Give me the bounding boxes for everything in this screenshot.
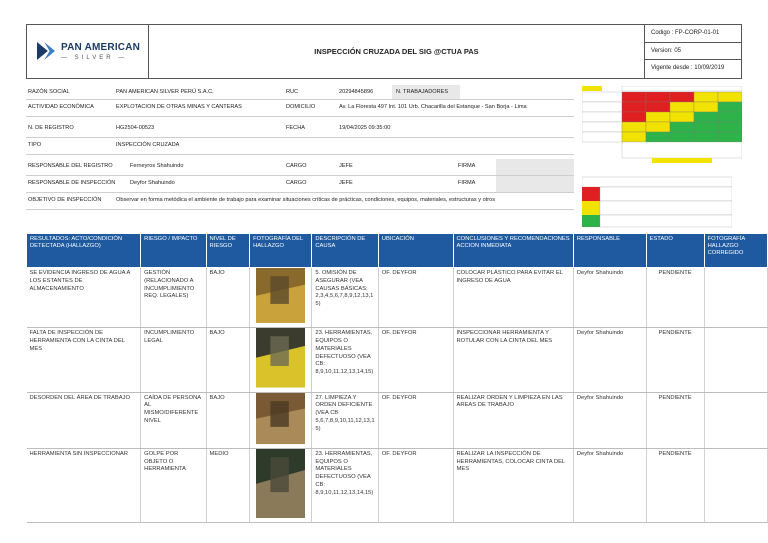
risk-matrix-cell [646, 92, 670, 102]
column-header: FOTOGRAFÍA DEL HALLAZGO [250, 234, 312, 268]
risk-matrix-cell [718, 102, 742, 112]
risk-matrix-cell [622, 122, 646, 132]
razon-label: RAZÓN SOCIAL [28, 89, 70, 95]
cell-responsable: Deyfor Shahuindo [573, 268, 646, 328]
cell-hallazgo: HERRAMIENTA SIN INSPECCIONAR [27, 448, 141, 523]
cell-responsable: Deyfor Shahuindo [573, 392, 646, 448]
risk-matrix-cell [646, 102, 670, 112]
cell-nivel: BAJO [206, 392, 250, 448]
cell-hallazgo: FALTA DE INSPECCIÓN DE HERRAMIENTA CON LA CINTA DEL MES [27, 328, 141, 392]
razon-value: PAN AMERICAN SILVER PERÚ S.A.C. [116, 89, 214, 95]
risk-matrix-cell [694, 92, 718, 102]
trabajadores-label: N. TRABAJADORES [396, 89, 449, 95]
table-row [27, 392, 768, 448]
fecha-value: 19/04/2025 09:35:00 [339, 125, 391, 131]
risk-matrix-cell [670, 132, 694, 142]
cell-conclusion: REALIZAR ORDEN Y LIMPIEZA EN LAS AREAS DE TRABAJO [453, 392, 573, 448]
cell-nivel: BAJO [206, 268, 250, 328]
cell-hallazgo: DESORDEN DEL ÁREA DE TRABAJO [27, 392, 141, 448]
document-version: Version: 05 [645, 43, 741, 61]
hand-tool-photo [250, 448, 312, 523]
document-title: INSPECCIÓN CRUZADA DEL SIG @CTUA PAS [149, 25, 645, 78]
risk-matrix-cell [670, 122, 694, 132]
document-code: Codigo : FP-CORP-01-01 [645, 25, 741, 43]
inspection-info-form [26, 85, 574, 210]
storage-shelf-photo [250, 268, 312, 328]
cell-conclusion: REALIZAR LA INSPECCIÓN DE HERRAMIENTAS, COLOCAR CINTA DEL MES [453, 448, 573, 523]
cell-nivel: MEDIO [206, 448, 250, 523]
form-row-registro [26, 121, 574, 138]
findings-table [26, 233, 768, 523]
cell-riesgo: INCUMPLIMIENTO LEGAL [141, 328, 206, 392]
risk-matrix-cell [646, 122, 670, 132]
company-name: PAN AMERICAN [61, 42, 141, 53]
cell-riesgo: GOLPE POR OBJETO O HERRAMIENTA [141, 448, 206, 523]
corrected-photo-cell [704, 268, 767, 328]
actividad-value: EXPLOTACION DE OTRAS MINAS Y CANTERAS [116, 104, 242, 110]
domicilio-label: DOMICILIO [286, 104, 316, 110]
corrected-photo-cell [704, 448, 767, 523]
table-header-row [27, 234, 768, 268]
resp-inspeccion-value: Deyfor Shahuindo [130, 180, 175, 186]
resp-inspeccion-label: RESPONSABLE DE INSPECCIÓN [28, 180, 116, 186]
cargo-label: CARGO [286, 163, 307, 169]
form-row-tipo [26, 138, 574, 155]
actividad-label: ACTIVIDAD ECONÓMICA [28, 104, 94, 110]
cell-estado: PENDIENTE [646, 268, 704, 328]
table-row [27, 328, 768, 392]
cell-conclusion: INSPECCIONAR HERRAMIENTA Y ROTULAR CON LA CINTA DEL MES [453, 328, 573, 392]
risk-matrix [582, 86, 742, 168]
cell-responsable: Deyfor Shahuindo [573, 328, 646, 392]
registro-value: HG2504-00523 [116, 125, 155, 131]
fecha-label: FECHA [286, 125, 305, 131]
pan-american-logo-icon [37, 42, 55, 60]
risk-matrix-cell [622, 132, 646, 142]
ruc-label: RUC [286, 89, 299, 95]
risk-matrix-cell [718, 92, 742, 102]
form-row-resp-registro [26, 159, 574, 176]
tools-photo [250, 328, 312, 392]
risk-matrix-cell [622, 92, 646, 102]
risk-matrix-cell [718, 122, 742, 132]
cell-causa: 5. OMISIÓN DE ASEGURAR (VEA CAUSAS BÁSICAS: 2,3,4,5,6,7,8,9,12,13,15) [312, 268, 378, 328]
risk-matrix-cell [670, 112, 694, 122]
company-logo [27, 25, 149, 78]
risk-level-legend [582, 175, 732, 231]
risk-matrix-cell [694, 122, 718, 132]
column-header: RESULTADOS: ACTO/CONDICIÓN DETECTADA (HALLAZGO) [27, 234, 141, 268]
column-header: DESCRIPCIÓN DE CAUSA [312, 234, 378, 268]
column-header: NIVEL DE RIESGO [206, 234, 250, 268]
company-subname: — SILVER — [61, 55, 128, 61]
form-row-razon [26, 85, 574, 100]
column-header: UBICACIÓN [378, 234, 453, 268]
domicilio-value: Av. La Floresta 497 Int. 101 Urb. Chacarilla del Estanque - San Borja - Lima [339, 104, 527, 110]
risk-matrix-cell [694, 102, 718, 112]
objetivo-label: OBJETIVO DE INSPECCIÓN [28, 197, 102, 203]
cell-conclusion: COLOCAR PLÁSTICO PARA EVITAR EL INGRESO DE AGUA [453, 268, 573, 328]
cell-causa: 27. LIMPIEZA Y ORDEN DEFICIENTE (VEA CB 5,6,7,8,9,10,11,12,13,15) [312, 392, 378, 448]
cell-estado: PENDIENTE [646, 392, 704, 448]
risk-matrix-cell [622, 102, 646, 112]
cell-estado: PENDIENTE [646, 448, 704, 523]
cargo-label-2: CARGO [286, 180, 307, 186]
cell-nivel: BAJO [206, 328, 250, 392]
cell-causa: 23. HERRAMIENTAS, EQUIPOS O MATERIALES DEFECTUOSO (VEA CB: 8,9,10,11,12,13,14,15) [312, 448, 378, 523]
column-header: RIESGO / IMPACTO [141, 234, 206, 268]
cell-responsable: Deyfor Shahuindo [573, 448, 646, 523]
table-row [27, 268, 768, 328]
resp-registro-label: RESPONSABLE DEL REGISTRO [28, 163, 113, 169]
cell-riesgo: CAÍDA DE PERSONA AL MISMO/DIFERENTE NIVEL [141, 392, 206, 448]
risk-matrix-cell [670, 102, 694, 112]
tipo-value: INSPECCIÓN CRUZADA [116, 142, 180, 148]
cell-causa: 23. HERRAMIENTAS, EQUIPOS O MATERIALES DEFECTUOSO (VEA CB: 8,9,10,11,12,13,14,15) [312, 328, 378, 392]
cargo-value-2: JEFE [339, 180, 353, 186]
column-header: CONCLUSIONES Y RECOMENDACIONES ACCION INMEDIATA [453, 234, 573, 268]
tipo-label: TIPO [28, 142, 42, 148]
cell-hallazgo: SE EVIDENCIA INGRESO DE AGUA A LOS ESTANTES DE ALMACENAMIENTO [27, 268, 141, 328]
resp-registro-value: Ferneyros Shahuindo [130, 163, 184, 169]
risk-matrix-cell [718, 112, 742, 122]
risk-matrix-cell [646, 132, 670, 142]
risk-matrix-cell [718, 132, 742, 142]
risk-matrix-cell [646, 112, 670, 122]
form-row-objetivo [26, 193, 574, 210]
cargo-value: JEFE [339, 163, 353, 169]
document-header [26, 24, 742, 79]
document-valid-from: Vigente desde : 10/09/2019 [651, 65, 725, 72]
risk-matrix-cell [694, 112, 718, 122]
corrected-photo-cell [704, 328, 767, 392]
document-meta [645, 25, 741, 78]
cell-ubicacion: OF. DEYFOR [378, 448, 453, 523]
column-header: ESTADO [646, 234, 704, 268]
cell-estado: PENDIENTE [646, 328, 704, 392]
corrected-photo-cell [704, 392, 767, 448]
column-header: FOTOGRAFÍA HALLAZGO CORREGIDO [704, 234, 767, 268]
objetivo-value: Observar en forma metódica el ambiente de trabajo para examinar situaciones críticas de prácticas, condiciones, equipos, materiales, estructuras y otros [116, 197, 496, 203]
risk-matrix-cell [622, 112, 646, 122]
cell-ubicacion: OF. DEYFOR [378, 268, 453, 328]
table-row [27, 448, 768, 523]
risk-matrix-cell [694, 132, 718, 142]
form-row-actividad [26, 100, 574, 117]
form-row-resp-inspeccion [26, 176, 574, 193]
risk-matrix-cell [670, 92, 694, 102]
registro-label: N. DE REGISTRO [28, 125, 74, 131]
cell-ubicacion: OF. DEYFOR [378, 392, 453, 448]
cell-riesgo: GESTIÓN (RELACIONADO A INCUMPLIMIENTO REQ. LEGALES) [141, 268, 206, 328]
work-area-photo [250, 392, 312, 448]
cell-ubicacion: OF. DEYFOR [378, 328, 453, 392]
ruc-value: 20294845896 [339, 89, 374, 95]
firma-label-2: FIRMA [458, 180, 476, 186]
firma-label: FIRMA [458, 163, 476, 169]
column-header: RESPONSABLE [573, 234, 646, 268]
